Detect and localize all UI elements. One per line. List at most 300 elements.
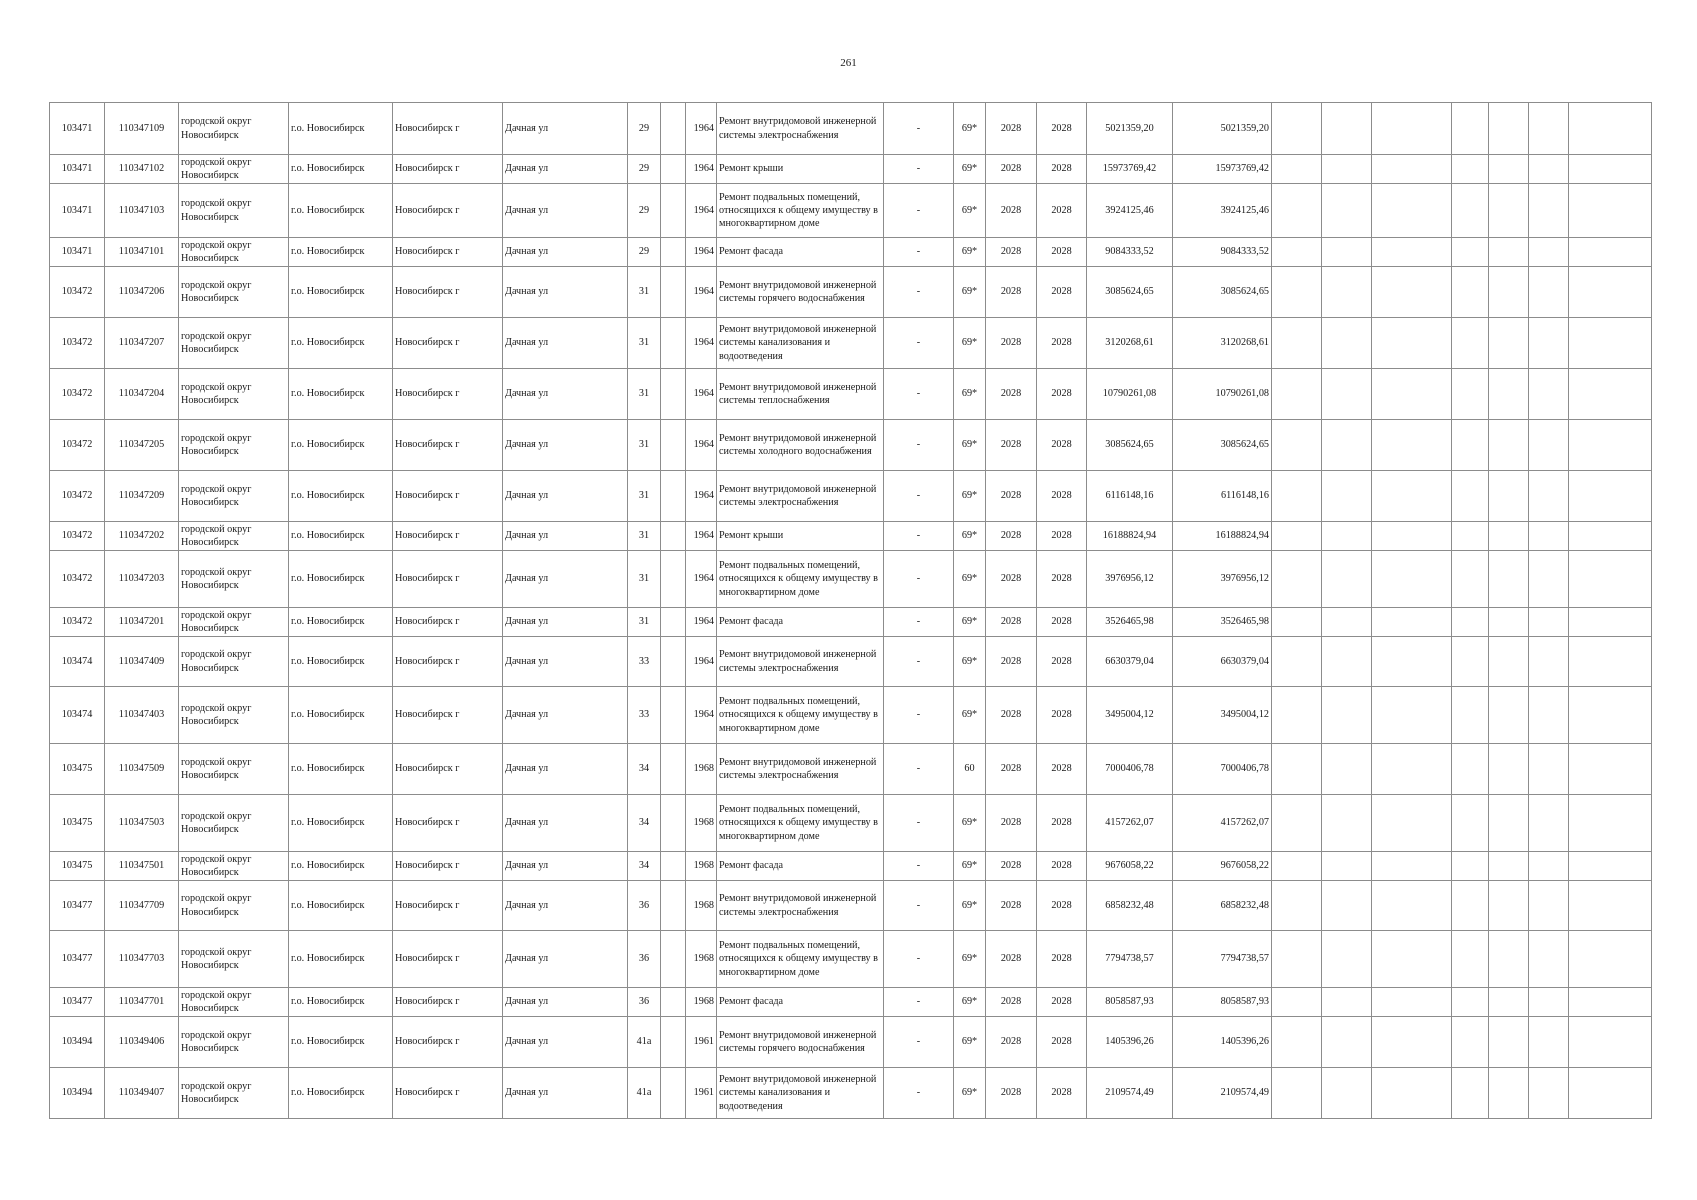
cell-empty — [1489, 1017, 1529, 1068]
cell-house-number: 41а — [628, 1068, 661, 1119]
cell-empty — [1529, 522, 1569, 551]
cell-empty — [1529, 238, 1569, 267]
table-row — [50, 1017, 1652, 1068]
cell-work-id: 110347709 — [105, 881, 179, 931]
cell-start-year: 2028 — [986, 522, 1037, 551]
cell-total-cost: 3085624,65 — [1173, 267, 1272, 318]
cell-city: Новосибирск г — [393, 420, 503, 471]
cell-wear-percent: - — [884, 687, 954, 744]
cell-start-year: 2028 — [986, 471, 1037, 522]
table-row — [50, 103, 1652, 155]
cell-empty — [1272, 881, 1322, 931]
cell-house-number: 33 — [628, 637, 661, 687]
cell-start-year: 2028 — [986, 369, 1037, 420]
cell-work-id: 110347202 — [105, 522, 179, 551]
cell-cost: 3976956,12 — [1087, 551, 1173, 608]
cell-empty — [1272, 551, 1322, 608]
cell-register-id: 103474 — [50, 637, 105, 687]
cell-empty — [1272, 931, 1322, 988]
cell-empty — [1569, 267, 1652, 318]
cell-empty — [1569, 852, 1652, 881]
cell-work-id: 110347503 — [105, 795, 179, 852]
cell-work-type: Ремонт внутридомовой инженерной системы горячего водоснабжения — [717, 267, 884, 318]
cell-total-cost: 7794738,57 — [1173, 931, 1272, 988]
table-row — [50, 637, 1652, 687]
cell-empty — [1489, 522, 1529, 551]
cell-empty — [1529, 637, 1569, 687]
cell-empty — [1569, 551, 1652, 608]
table-row — [50, 795, 1652, 852]
cell-total-cost: 3976956,12 — [1173, 551, 1272, 608]
cell-register-id: 103477 — [50, 881, 105, 931]
cell-street: Дачная ул — [503, 881, 628, 931]
cell-register-id: 103471 — [50, 103, 105, 155]
cell-city: Новосибирск г — [393, 608, 503, 637]
cell-street: Дачная ул — [503, 852, 628, 881]
table-row — [50, 551, 1652, 608]
cell-city: Новосибирск г — [393, 1068, 503, 1119]
cell-end-year: 2028 — [1037, 988, 1087, 1017]
cell-street: Дачная ул — [503, 155, 628, 184]
cell-work-id: 110347501 — [105, 852, 179, 881]
cell-total-cost: 5021359,20 — [1173, 103, 1272, 155]
cell-empty — [1569, 471, 1652, 522]
cell-planned-value: 69* — [954, 551, 986, 608]
cell-register-id: 103471 — [50, 155, 105, 184]
cell-empty — [1372, 155, 1452, 184]
cell-start-year: 2028 — [986, 318, 1037, 369]
cell-settlement: г.о. Новосибирск — [289, 267, 393, 318]
cell-empty — [1272, 744, 1322, 795]
cell-building-number — [661, 687, 686, 744]
cell-start-year: 2028 — [986, 852, 1037, 881]
cell-build-year: 1964 — [686, 103, 717, 155]
cell-cost: 15973769,42 — [1087, 155, 1173, 184]
cell-municipality: городской округ Новосибирск — [179, 369, 289, 420]
cell-work-type: Ремонт внутридомовой инженерной системы канализования и водоотведения — [717, 318, 884, 369]
cell-city: Новосибирск г — [393, 267, 503, 318]
cell-wear-percent: - — [884, 238, 954, 267]
cell-wear-percent: - — [884, 103, 954, 155]
cell-empty — [1372, 852, 1452, 881]
cell-empty — [1372, 267, 1452, 318]
cell-cost: 3085624,65 — [1087, 267, 1173, 318]
cell-empty — [1322, 931, 1372, 988]
cell-empty — [1452, 420, 1489, 471]
cell-cost: 9676058,22 — [1087, 852, 1173, 881]
cell-register-id: 103477 — [50, 988, 105, 1017]
cell-empty — [1372, 795, 1452, 852]
table-row — [50, 988, 1652, 1017]
cell-empty — [1569, 103, 1652, 155]
cell-empty — [1272, 184, 1322, 238]
cell-end-year: 2028 — [1037, 522, 1087, 551]
cell-building-number — [661, 881, 686, 931]
cell-street: Дачная ул — [503, 551, 628, 608]
cell-city: Новосибирск г — [393, 184, 503, 238]
cell-city: Новосибирск г — [393, 852, 503, 881]
cell-planned-value: 69* — [954, 1017, 986, 1068]
cell-work-type: Ремонт крыши — [717, 522, 884, 551]
cell-end-year: 2028 — [1037, 1068, 1087, 1119]
cell-cost: 10790261,08 — [1087, 369, 1173, 420]
cell-building-number — [661, 267, 686, 318]
cell-street: Дачная ул — [503, 318, 628, 369]
cell-build-year: 1961 — [686, 1017, 717, 1068]
cell-wear-percent: - — [884, 744, 954, 795]
cell-municipality: городской округ Новосибирск — [179, 1068, 289, 1119]
cell-house-number: 29 — [628, 103, 661, 155]
cell-house-number: 31 — [628, 267, 661, 318]
cell-empty — [1322, 184, 1372, 238]
cell-municipality: городской округ Новосибирск — [179, 471, 289, 522]
cell-building-number — [661, 103, 686, 155]
cell-total-cost: 3085624,65 — [1173, 420, 1272, 471]
cell-street: Дачная ул — [503, 608, 628, 637]
cell-empty — [1569, 637, 1652, 687]
cell-end-year: 2028 — [1037, 637, 1087, 687]
cell-end-year: 2028 — [1037, 267, 1087, 318]
cell-start-year: 2028 — [986, 744, 1037, 795]
cell-city: Новосибирск г — [393, 744, 503, 795]
cell-work-id: 110347403 — [105, 687, 179, 744]
cell-end-year: 2028 — [1037, 318, 1087, 369]
cell-building-number — [661, 1017, 686, 1068]
cell-settlement: г.о. Новосибирск — [289, 988, 393, 1017]
table-row — [50, 881, 1652, 931]
cell-empty — [1452, 881, 1489, 931]
cell-build-year: 1964 — [686, 318, 717, 369]
cell-build-year: 1964 — [686, 155, 717, 184]
cell-register-id: 103494 — [50, 1017, 105, 1068]
cell-empty — [1452, 184, 1489, 238]
cell-start-year: 2028 — [986, 267, 1037, 318]
cell-empty — [1569, 155, 1652, 184]
table-row — [50, 420, 1652, 471]
cell-empty — [1452, 318, 1489, 369]
cell-building-number — [661, 420, 686, 471]
cell-empty — [1372, 522, 1452, 551]
cell-total-cost: 16188824,94 — [1173, 522, 1272, 551]
cell-house-number: 36 — [628, 988, 661, 1017]
cell-work-id: 110347701 — [105, 988, 179, 1017]
cell-work-type: Ремонт подвальных помещений, относящихся к общему имуществу в многоквартирном доме — [717, 184, 884, 238]
cell-empty — [1372, 471, 1452, 522]
cell-empty — [1452, 369, 1489, 420]
cell-house-number: 36 — [628, 881, 661, 931]
cell-empty — [1569, 369, 1652, 420]
cell-street: Дачная ул — [503, 744, 628, 795]
cell-start-year: 2028 — [986, 637, 1037, 687]
cell-start-year: 2028 — [986, 988, 1037, 1017]
cell-municipality: городской округ Новосибирск — [179, 637, 289, 687]
cell-house-number: 31 — [628, 318, 661, 369]
cell-empty — [1569, 881, 1652, 931]
cell-work-type: Ремонт внутридомовой инженерной системы канализования и водоотведения — [717, 1068, 884, 1119]
cell-work-id: 110349406 — [105, 1017, 179, 1068]
cell-settlement: г.о. Новосибирск — [289, 471, 393, 522]
cell-end-year: 2028 — [1037, 369, 1087, 420]
cell-building-number — [661, 238, 686, 267]
table-row — [50, 744, 1652, 795]
cell-street: Дачная ул — [503, 795, 628, 852]
cell-empty — [1372, 608, 1452, 637]
cell-empty — [1272, 238, 1322, 267]
table-row — [50, 471, 1652, 522]
cell-register-id: 103472 — [50, 369, 105, 420]
cell-street: Дачная ул — [503, 522, 628, 551]
cell-empty — [1372, 744, 1452, 795]
cell-empty — [1452, 471, 1489, 522]
cell-end-year: 2028 — [1037, 795, 1087, 852]
cell-empty — [1372, 931, 1452, 988]
cell-empty — [1452, 852, 1489, 881]
cell-empty — [1272, 420, 1322, 471]
cell-street: Дачная ул — [503, 1017, 628, 1068]
cell-register-id: 103471 — [50, 184, 105, 238]
cell-total-cost: 9084333,52 — [1173, 238, 1272, 267]
cell-city: Новосибирск г — [393, 931, 503, 988]
cell-empty — [1529, 687, 1569, 744]
cell-empty — [1452, 551, 1489, 608]
cell-total-cost: 3924125,46 — [1173, 184, 1272, 238]
cell-house-number: 31 — [628, 608, 661, 637]
cell-street: Дачная ул — [503, 988, 628, 1017]
cell-end-year: 2028 — [1037, 420, 1087, 471]
cell-cost: 3924125,46 — [1087, 184, 1173, 238]
cell-planned-value: 69* — [954, 103, 986, 155]
cell-municipality: городской округ Новосибирск — [179, 608, 289, 637]
cell-settlement: г.о. Новосибирск — [289, 155, 393, 184]
cell-planned-value: 69* — [954, 852, 986, 881]
table-row — [50, 687, 1652, 744]
cell-total-cost: 1405396,26 — [1173, 1017, 1272, 1068]
cell-wear-percent: - — [884, 267, 954, 318]
cell-municipality: городской округ Новосибирск — [179, 1017, 289, 1068]
cell-empty — [1322, 267, 1372, 318]
cell-city: Новосибирск г — [393, 522, 503, 551]
cell-build-year: 1968 — [686, 795, 717, 852]
table-row — [50, 155, 1652, 184]
cell-building-number — [661, 155, 686, 184]
cell-empty — [1529, 608, 1569, 637]
cell-total-cost: 2109574,49 — [1173, 1068, 1272, 1119]
cell-empty — [1322, 795, 1372, 852]
cell-building-number — [661, 184, 686, 238]
cell-work-id: 110347201 — [105, 608, 179, 637]
cell-planned-value: 69* — [954, 155, 986, 184]
cell-work-id: 110347204 — [105, 369, 179, 420]
cell-house-number: 34 — [628, 744, 661, 795]
cell-empty — [1452, 931, 1489, 988]
cell-work-id: 110347109 — [105, 103, 179, 155]
cell-municipality: городской округ Новосибирск — [179, 795, 289, 852]
cell-work-type: Ремонт крыши — [717, 155, 884, 184]
cell-settlement: г.о. Новосибирск — [289, 318, 393, 369]
cell-total-cost: 3495004,12 — [1173, 687, 1272, 744]
cell-empty — [1569, 608, 1652, 637]
cell-end-year: 2028 — [1037, 1017, 1087, 1068]
cell-register-id: 103474 — [50, 687, 105, 744]
cell-house-number: 41а — [628, 1017, 661, 1068]
cell-settlement: г.о. Новосибирск — [289, 551, 393, 608]
cell-end-year: 2028 — [1037, 471, 1087, 522]
cell-empty — [1569, 744, 1652, 795]
cell-build-year: 1968 — [686, 852, 717, 881]
cell-planned-value: 69* — [954, 608, 986, 637]
cell-cost: 1405396,26 — [1087, 1017, 1173, 1068]
cell-cost: 9084333,52 — [1087, 238, 1173, 267]
cell-empty — [1529, 1068, 1569, 1119]
cell-empty — [1452, 608, 1489, 637]
cell-cost: 6116148,16 — [1087, 471, 1173, 522]
cell-city: Новосибирск г — [393, 637, 503, 687]
cell-cost: 7794738,57 — [1087, 931, 1173, 988]
cell-building-number — [661, 471, 686, 522]
cell-empty — [1452, 637, 1489, 687]
cell-empty — [1322, 238, 1372, 267]
cell-work-type: Ремонт подвальных помещений, относящихся к общему имуществу в многоквартирном доме — [717, 551, 884, 608]
cell-empty — [1489, 420, 1529, 471]
cell-work-id: 110347409 — [105, 637, 179, 687]
cell-cost: 6858232,48 — [1087, 881, 1173, 931]
cell-empty — [1372, 988, 1452, 1017]
cell-cost: 3120268,61 — [1087, 318, 1173, 369]
cell-start-year: 2028 — [986, 551, 1037, 608]
cell-wear-percent: - — [884, 420, 954, 471]
cell-empty — [1489, 471, 1529, 522]
cell-empty — [1489, 795, 1529, 852]
cell-empty — [1489, 551, 1529, 608]
cell-city: Новосибирск г — [393, 795, 503, 852]
cell-municipality: городской округ Новосибирск — [179, 551, 289, 608]
cell-street: Дачная ул — [503, 471, 628, 522]
cell-building-number — [661, 608, 686, 637]
cell-empty — [1322, 1068, 1372, 1119]
cell-house-number: 36 — [628, 931, 661, 988]
cell-wear-percent: - — [884, 795, 954, 852]
cell-street: Дачная ул — [503, 103, 628, 155]
cell-work-type: Ремонт внутридомовой инженерной системы электроснабжения — [717, 744, 884, 795]
cell-empty — [1529, 931, 1569, 988]
cell-city: Новосибирск г — [393, 238, 503, 267]
cell-start-year: 2028 — [986, 155, 1037, 184]
cell-planned-value: 69* — [954, 687, 986, 744]
cell-city: Новосибирск г — [393, 988, 503, 1017]
cell-empty — [1322, 988, 1372, 1017]
cell-empty — [1322, 155, 1372, 184]
cell-settlement: г.о. Новосибирск — [289, 931, 393, 988]
cell-empty — [1529, 184, 1569, 238]
cell-total-cost: 6858232,48 — [1173, 881, 1272, 931]
cell-end-year: 2028 — [1037, 103, 1087, 155]
cell-building-number — [661, 637, 686, 687]
cell-empty — [1489, 1068, 1529, 1119]
cell-building-number — [661, 988, 686, 1017]
cell-cost: 4157262,07 — [1087, 795, 1173, 852]
cell-cost: 16188824,94 — [1087, 522, 1173, 551]
cell-settlement: г.о. Новосибирск — [289, 1017, 393, 1068]
cell-planned-value: 69* — [954, 988, 986, 1017]
cell-build-year: 1964 — [686, 551, 717, 608]
cell-empty — [1489, 238, 1529, 267]
table-row — [50, 267, 1652, 318]
cell-build-year: 1964 — [686, 420, 717, 471]
cell-empty — [1489, 369, 1529, 420]
cell-start-year: 2028 — [986, 420, 1037, 471]
cell-city: Новосибирск г — [393, 551, 503, 608]
cell-build-year: 1964 — [686, 184, 717, 238]
cell-empty — [1372, 637, 1452, 687]
cell-settlement: г.о. Новосибирск — [289, 637, 393, 687]
cell-register-id: 103472 — [50, 318, 105, 369]
cell-wear-percent: - — [884, 369, 954, 420]
cell-street: Дачная ул — [503, 931, 628, 988]
cell-wear-percent: - — [884, 881, 954, 931]
cell-street: Дачная ул — [503, 1068, 628, 1119]
cell-work-id: 110347103 — [105, 184, 179, 238]
cell-register-id: 103472 — [50, 420, 105, 471]
cell-house-number: 33 — [628, 687, 661, 744]
cell-total-cost: 4157262,07 — [1173, 795, 1272, 852]
cell-start-year: 2028 — [986, 184, 1037, 238]
cell-work-type: Ремонт фасада — [717, 238, 884, 267]
cell-settlement: г.о. Новосибирск — [289, 795, 393, 852]
cell-empty — [1452, 238, 1489, 267]
cell-empty — [1569, 795, 1652, 852]
cell-house-number: 31 — [628, 551, 661, 608]
cell-empty — [1372, 1017, 1452, 1068]
cell-start-year: 2028 — [986, 687, 1037, 744]
cell-cost: 3526465,98 — [1087, 608, 1173, 637]
cell-register-id: 103472 — [50, 608, 105, 637]
cell-end-year: 2028 — [1037, 608, 1087, 637]
cell-house-number: 31 — [628, 420, 661, 471]
cell-empty — [1489, 155, 1529, 184]
cell-cost: 3085624,65 — [1087, 420, 1173, 471]
cell-empty — [1272, 318, 1322, 369]
cell-street: Дачная ул — [503, 238, 628, 267]
cell-end-year: 2028 — [1037, 155, 1087, 184]
cell-start-year: 2028 — [986, 881, 1037, 931]
cell-street: Дачная ул — [503, 184, 628, 238]
cell-building-number — [661, 1068, 686, 1119]
cell-settlement: г.о. Новосибирск — [289, 184, 393, 238]
cell-municipality: городской округ Новосибирск — [179, 988, 289, 1017]
cell-total-cost: 10790261,08 — [1173, 369, 1272, 420]
cell-empty — [1272, 471, 1322, 522]
cell-total-cost: 3120268,61 — [1173, 318, 1272, 369]
page-number: 261 — [840, 57, 857, 69]
table-row — [50, 369, 1652, 420]
cell-empty — [1372, 318, 1452, 369]
cell-empty — [1272, 155, 1322, 184]
cell-planned-value: 69* — [954, 1068, 986, 1119]
cell-empty — [1322, 551, 1372, 608]
cell-empty — [1569, 988, 1652, 1017]
cell-build-year: 1964 — [686, 608, 717, 637]
cell-total-cost: 8058587,93 — [1173, 988, 1272, 1017]
cell-build-year: 1968 — [686, 881, 717, 931]
cell-work-id: 110347209 — [105, 471, 179, 522]
cell-start-year: 2028 — [986, 608, 1037, 637]
cell-start-year: 2028 — [986, 1068, 1037, 1119]
cell-street: Дачная ул — [503, 687, 628, 744]
cell-wear-percent: - — [884, 522, 954, 551]
cell-work-type: Ремонт фасада — [717, 608, 884, 637]
cell-work-type: Ремонт фасада — [717, 988, 884, 1017]
cell-empty — [1529, 881, 1569, 931]
